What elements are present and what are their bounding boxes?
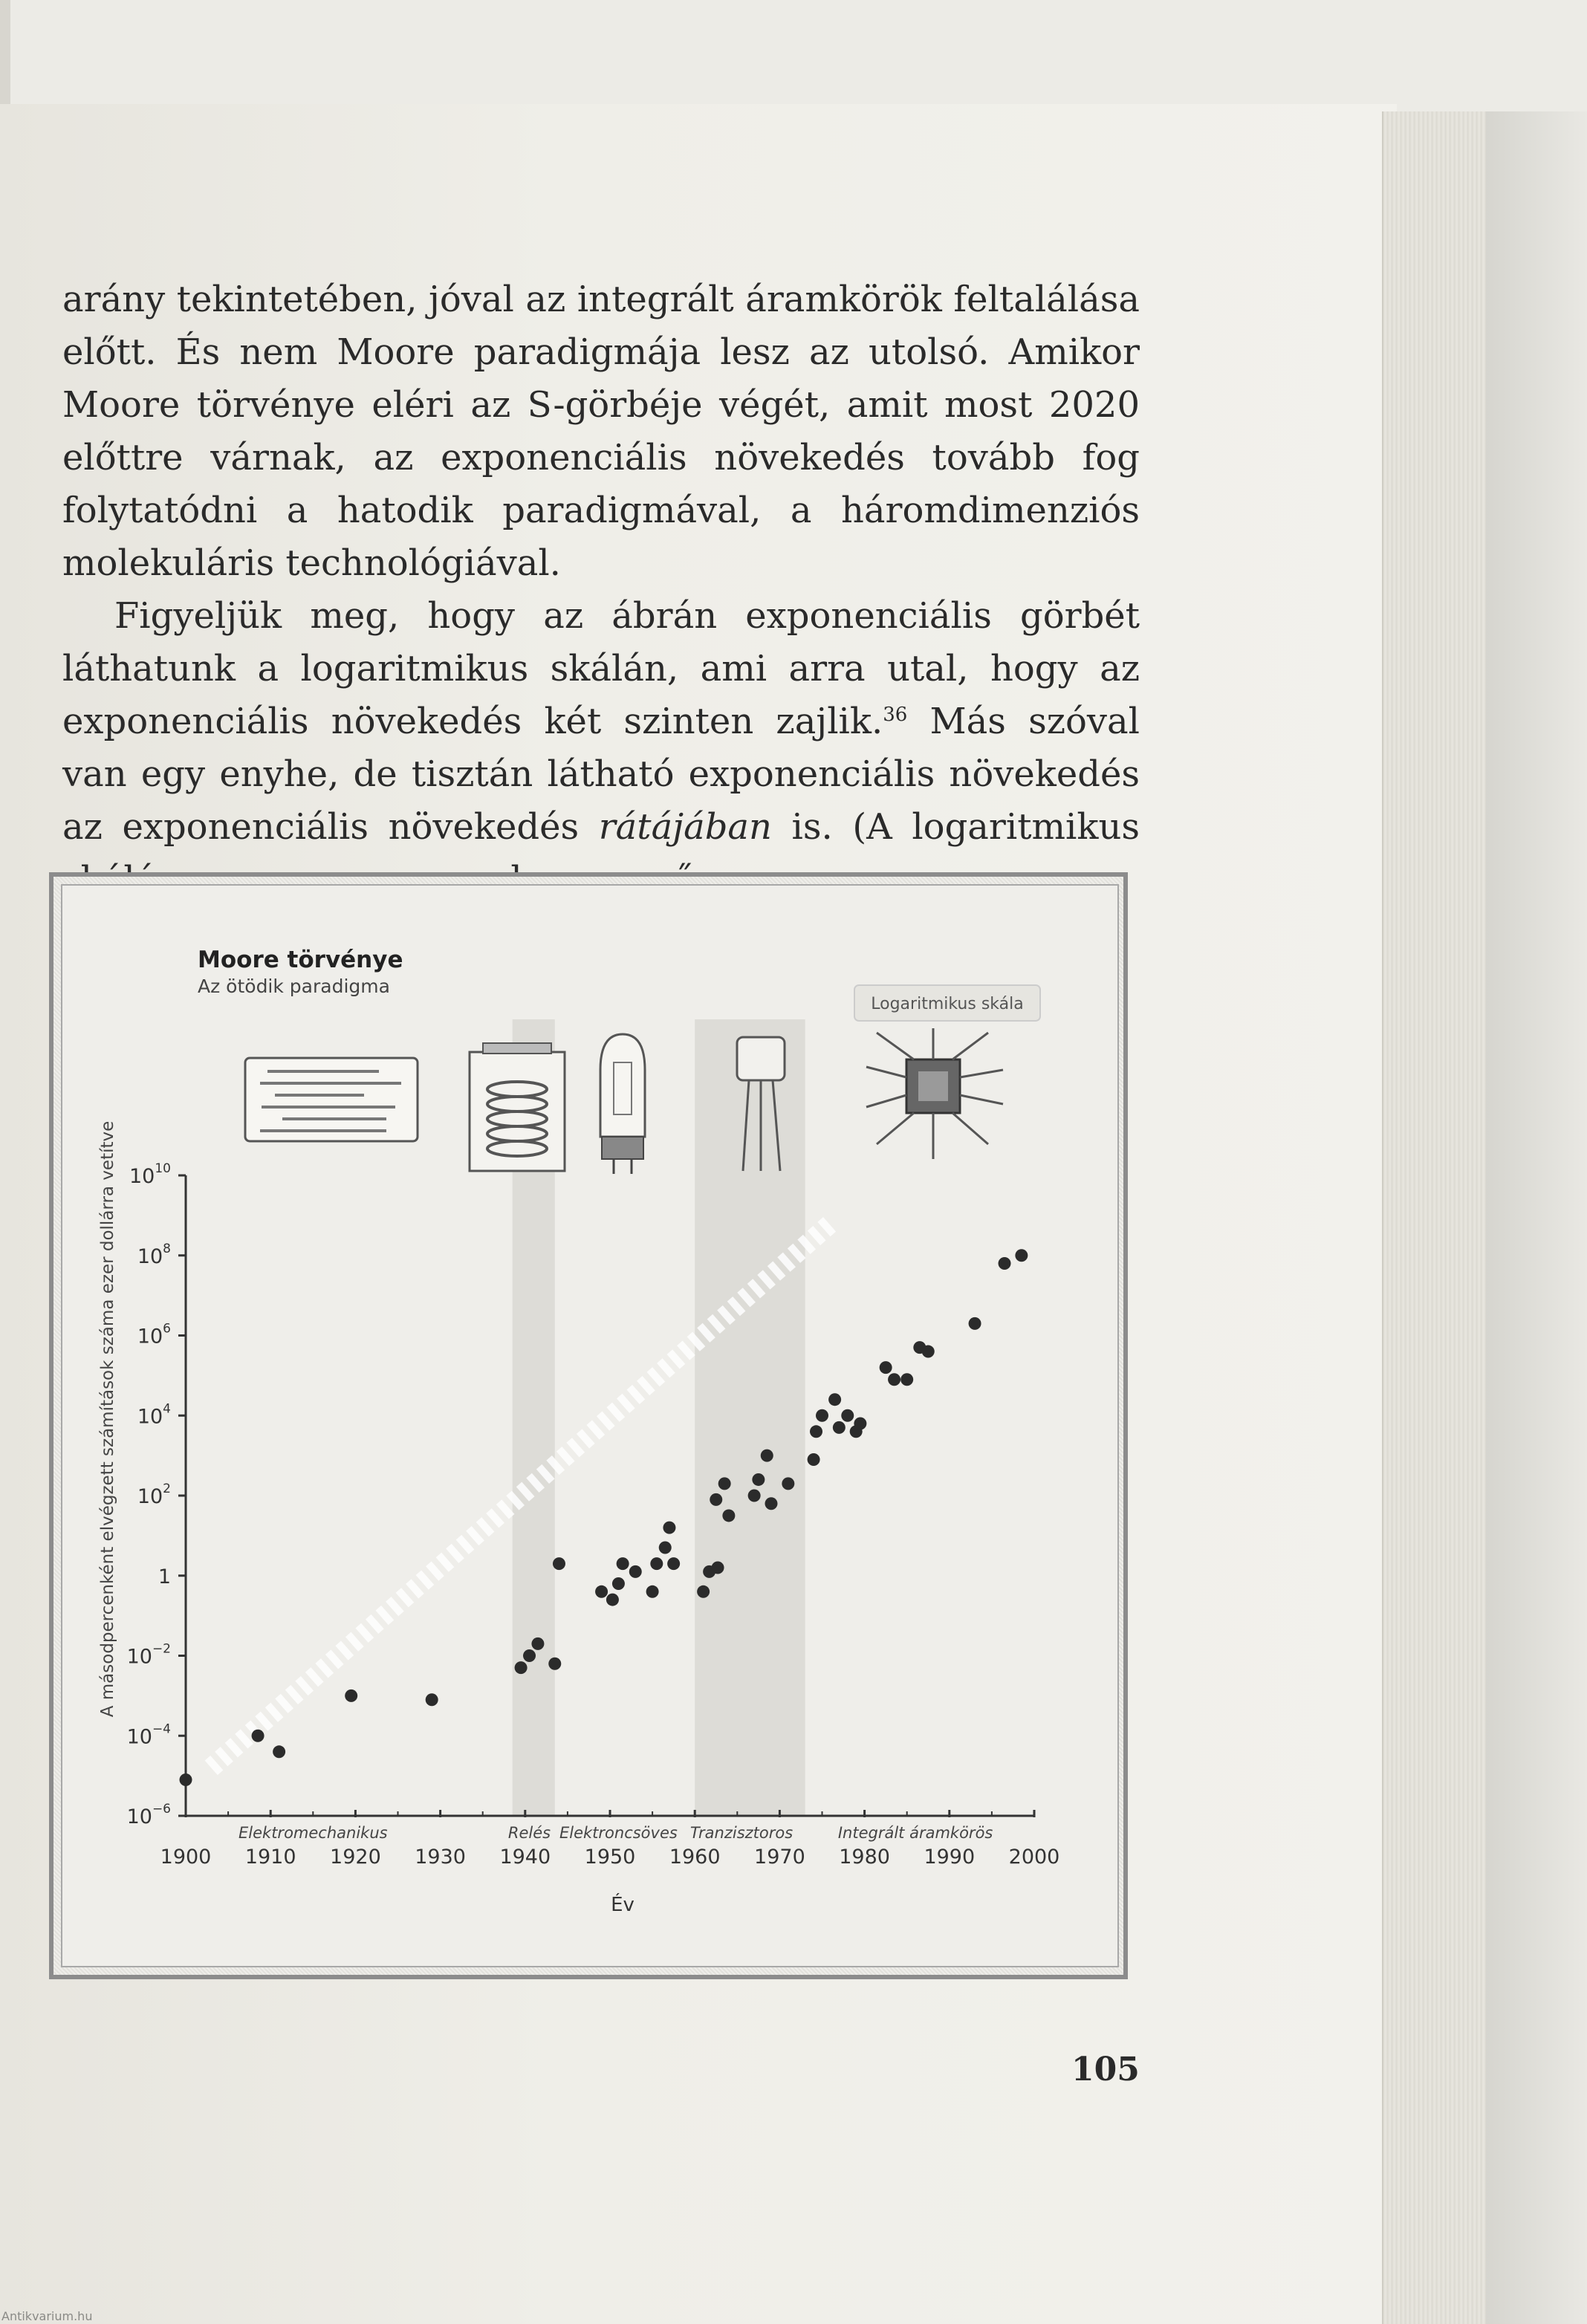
x-tick-label: 1910 [244, 1846, 296, 1869]
data-point [548, 1658, 561, 1670]
data-point [629, 1565, 642, 1578]
chart-subtitle: Az ötödik paradigma [198, 976, 390, 997]
paradigm-label: Relés [507, 1824, 551, 1842]
data-point [999, 1257, 1011, 1270]
watermark: Antikvarium.hu [1, 2309, 93, 2323]
paragraph-2-italic: rátájában [598, 806, 772, 848]
data-point [782, 1477, 794, 1490]
x-tick-label: 1900 [160, 1846, 212, 1869]
data-point [659, 1542, 672, 1554]
x-tick-label: 1970 [754, 1846, 805, 1869]
y-tick-label: $10^6$ [137, 1321, 171, 1348]
x-tick-label: 1920 [330, 1846, 381, 1869]
page-number: 105 [1071, 2051, 1140, 2088]
paragraph-2-part-b: Más szóval van egy enyhe, de tisztán látható exponenciális növekedés az exponenciális növekedés [62, 701, 1140, 848]
data-point [710, 1493, 722, 1506]
paradigm-label: Elektroncsöves [559, 1824, 678, 1842]
integrated-circuit-icon [866, 1028, 1003, 1159]
chart-text-group [98, 947, 1040, 1916]
x-tick-label: 2000 [1008, 1846, 1060, 1869]
data-point [752, 1473, 765, 1486]
data-point [515, 1661, 528, 1674]
footnote-reference: 36 [883, 704, 908, 726]
x-tick-label: 1980 [839, 1846, 890, 1869]
data-point [722, 1509, 735, 1522]
x-tick-label: 1960 [669, 1846, 721, 1869]
data-point [606, 1594, 619, 1606]
paragraph-1: arány tekintetében, jóval az integrált áramkörök feltalálása előtt. És nem Moore paradigmája lesz az utolsó. Amikor Moore törvénye eléri az S-görbéje végét, amit most 2020 előttre várnak, az exponenciális növekedés tovább fog folytatódni a hatodik paradigmával, a háromdimenziós molekuláris technológiával. [62, 279, 1140, 584]
data-point [553, 1557, 565, 1570]
x-tick-label: 1940 [499, 1846, 551, 1869]
data-point [748, 1490, 761, 1502]
data-point [273, 1745, 285, 1758]
x-tick-label: 1950 [584, 1846, 636, 1869]
data-point [650, 1557, 663, 1570]
data-point [646, 1585, 659, 1598]
x-axis-label: Év [611, 1894, 635, 1916]
chart-title: Moore törvénye [198, 947, 403, 973]
data-point [612, 1577, 625, 1590]
data-point [810, 1425, 822, 1438]
data-point [663, 1522, 675, 1534]
x-tick-label: 1930 [415, 1846, 466, 1869]
data-point [595, 1585, 608, 1598]
data-point [761, 1450, 773, 1462]
data-point [922, 1346, 935, 1358]
data-point [252, 1730, 264, 1742]
data-point [345, 1690, 357, 1702]
y-tick-label: $10^2$ [137, 1481, 171, 1508]
paradigm-band-1 [695, 1019, 805, 1816]
paragraph-2-part-c: is. (A logaritmikus [791, 806, 1140, 848]
y-tick-label: $10^{10}$ [129, 1161, 171, 1188]
data-point [808, 1453, 820, 1466]
punch-card-icon [245, 1058, 418, 1141]
data-point [426, 1693, 438, 1706]
paradigm-label: Integrált áramkörös [837, 1824, 993, 1842]
data-point [765, 1497, 777, 1510]
data-point [880, 1361, 892, 1374]
data-point [712, 1561, 724, 1574]
data-point [617, 1557, 629, 1570]
data-point [854, 1418, 866, 1430]
y-tick-label: 1 [158, 1565, 171, 1588]
data-point [900, 1373, 913, 1386]
data-point [523, 1649, 536, 1662]
data-point [841, 1409, 854, 1422]
relay-icon [470, 1043, 565, 1171]
data-point [697, 1585, 710, 1598]
data-point [531, 1637, 544, 1650]
paradigm-label: Tranzisztoros [689, 1824, 794, 1842]
scale-badge: Logaritmikus skála [871, 995, 1024, 1013]
vacuum-tube-icon [600, 1034, 645, 1174]
paragraph-2-part-a: Figyeljük meg, hogy az ábrán exponenciális görbét láthatunk a logaritmikus skálán, ami arra utal, hogy az exponenciális növekedés két szinten zajlik. [62, 595, 1140, 742]
y-axis-label: A másodpercenként elvégzett számítások száma ezer dollárra vetítve [98, 1120, 117, 1718]
data-point [816, 1409, 828, 1422]
y-tick-label: $10^8$ [137, 1241, 171, 1268]
data-point [667, 1557, 680, 1570]
y-tick-label: $10^4$ [137, 1401, 171, 1429]
axes-group [127, 1161, 1060, 1869]
x-tick-label: 1990 [924, 1846, 976, 1869]
data-point [888, 1373, 900, 1386]
data-point [718, 1477, 731, 1490]
data-point [969, 1317, 981, 1330]
paradigm-label: Elektromechanikus [238, 1824, 388, 1842]
y-tick-label: $10^{-4}$ [126, 1721, 171, 1749]
data-point [1015, 1249, 1028, 1262]
data-point [828, 1393, 841, 1406]
data-points-group [180, 1249, 1028, 1786]
y-tick-label: $10^{-6}$ [126, 1802, 171, 1828]
y-tick-label: $10^{-2}$ [126, 1641, 171, 1669]
data-point [833, 1421, 846, 1434]
data-point [180, 1773, 192, 1786]
